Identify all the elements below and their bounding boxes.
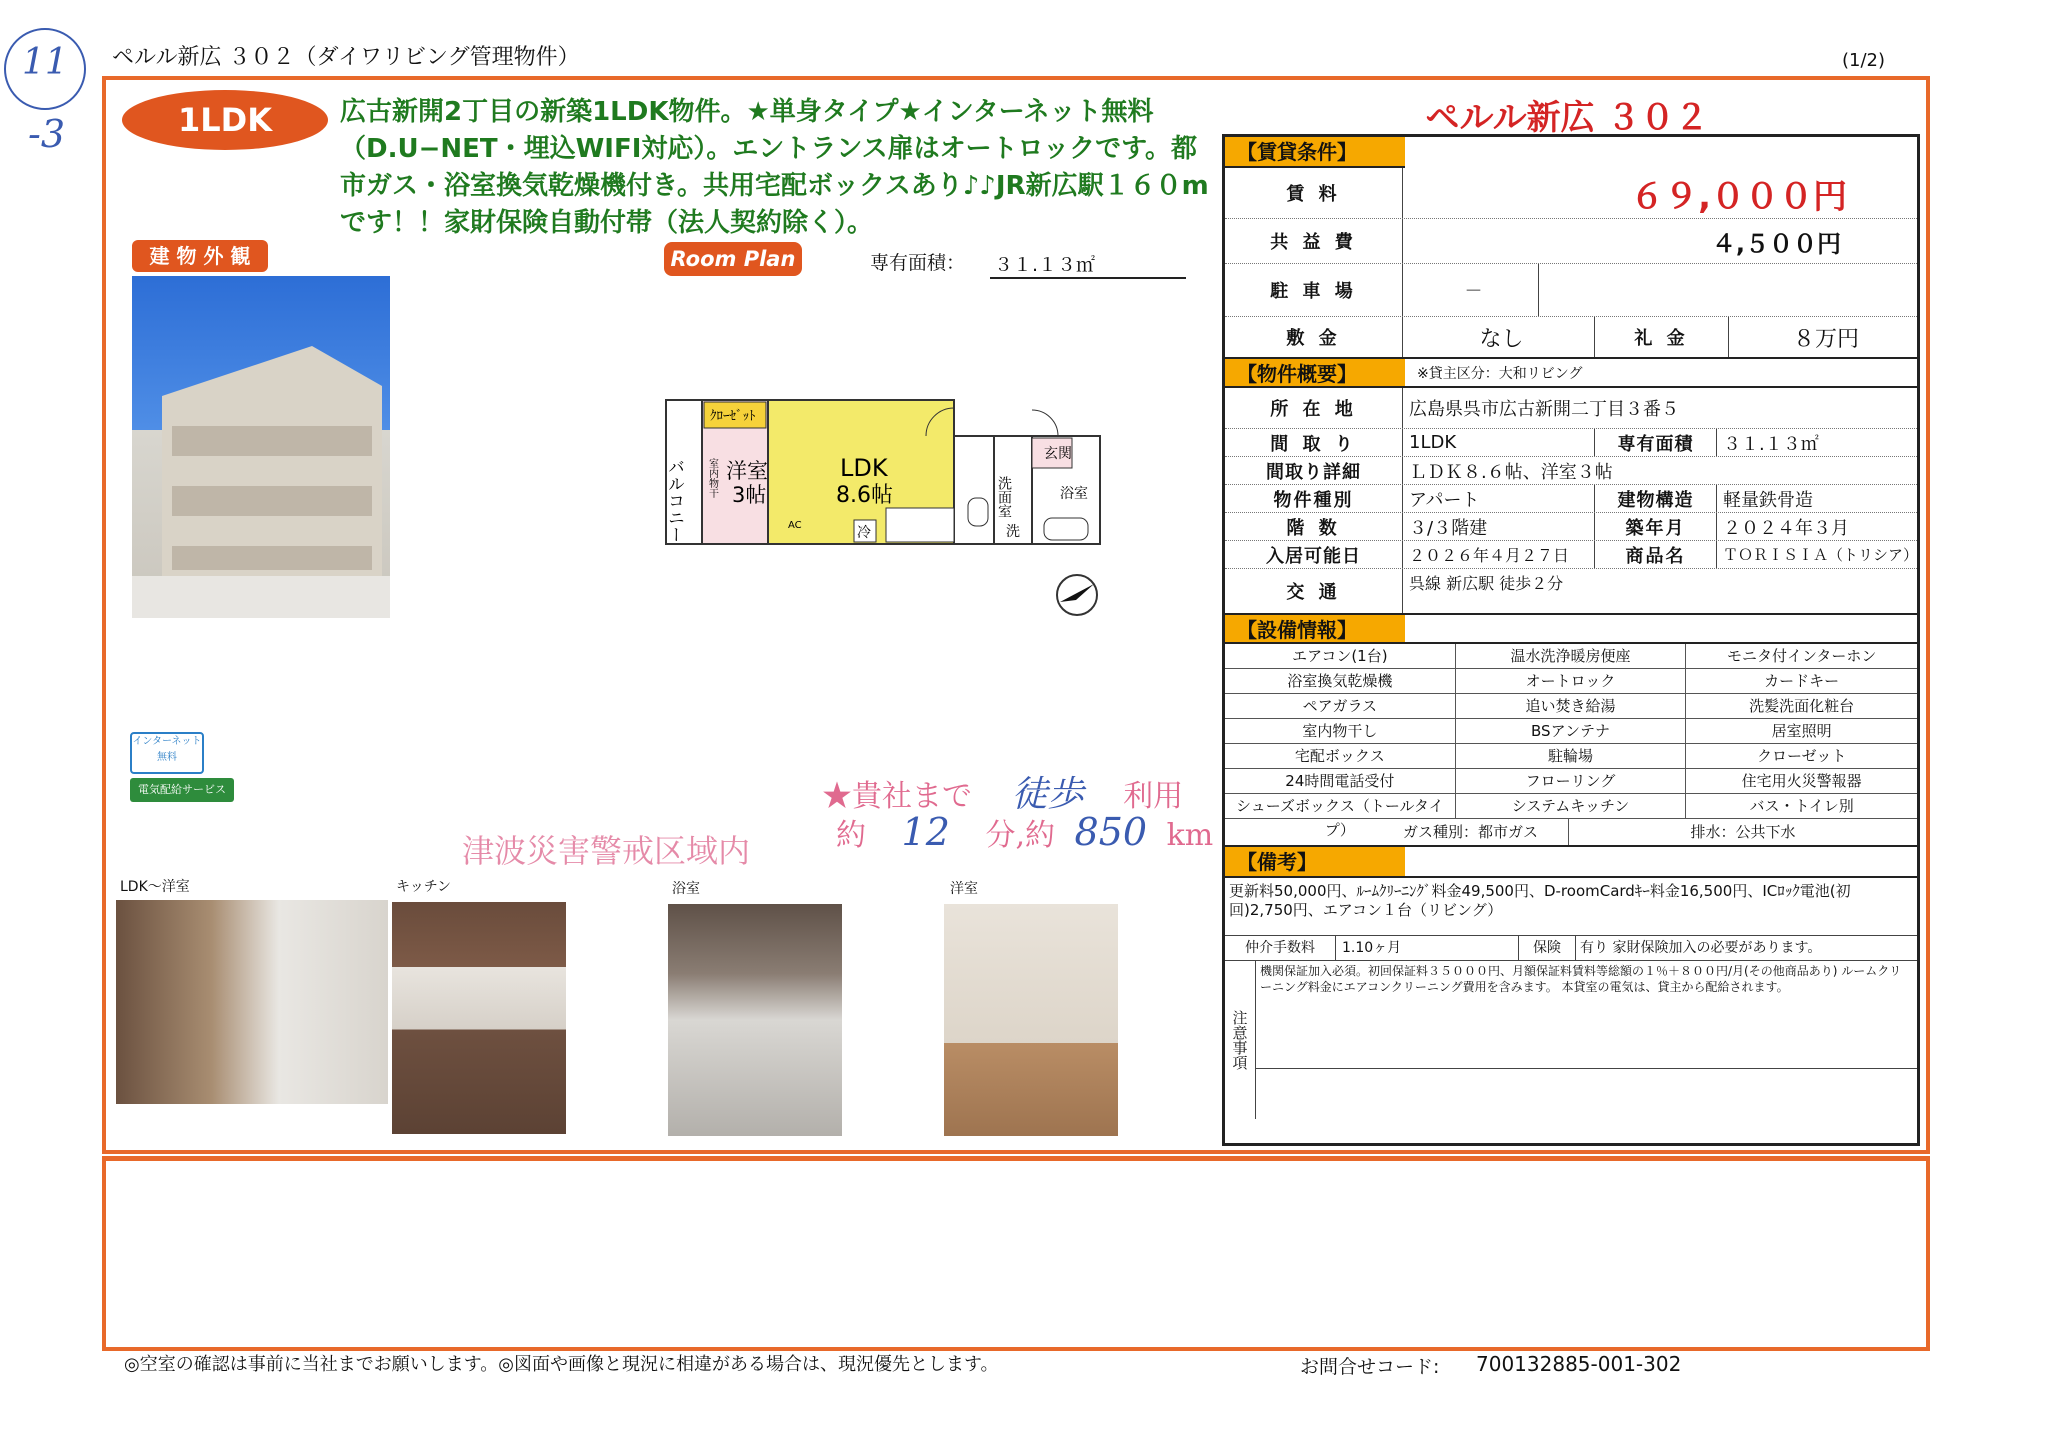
fp-indoor-dry: 室内物干 (706, 458, 718, 498)
equipment-item: 温水洗浄暖房便座 (1456, 644, 1687, 669)
key-money-label: 礼 金 (1595, 317, 1729, 357)
equipment-item: 洗髪洗面化粧台 (1686, 694, 1917, 719)
walk-hand-distance: 850 (1074, 810, 1148, 854)
layout-value: 1LDK (1403, 429, 1595, 456)
address-value: 広島県呉市広古新開二丁目３番５ (1409, 399, 1679, 420)
fp-western-room: 洋室 (726, 459, 768, 483)
layout-label: 間 取 り (1225, 429, 1403, 456)
building-graphic (132, 276, 390, 618)
equipment-item: 室内物干し (1225, 719, 1456, 744)
layout-type-badge: 1LDK (122, 90, 328, 150)
lower-frame (102, 1156, 1930, 1351)
walk-hand-minutes: 12 (901, 810, 950, 854)
type-label: 物件種別 (1225, 485, 1403, 512)
equipment-item: 住宅用火災警報器 (1686, 769, 1917, 794)
walk-hand-method: 徒歩 (1011, 774, 1084, 815)
structure-value: 軽量鉄骨造 (1723, 489, 1813, 511)
area-value: ３１.１３㎡ (990, 250, 1186, 279)
layout-detail-value: ＬＤＫ８.６帖、洋室３帖 (1409, 461, 1613, 483)
remarks-section-head: 【備考】 (1225, 847, 1917, 878)
fp-ldk-size: 8.6帖 (836, 483, 893, 508)
fp-bath: 浴室 (1060, 486, 1088, 502)
equipment-item: オートロック (1456, 669, 1687, 694)
floors-value: ３/３階建 (1403, 513, 1595, 540)
common-fee-value: ４,５００円 (1711, 229, 1841, 258)
floor-plan-drawing (664, 398, 1104, 548)
built-label: 築年月 (1595, 513, 1717, 540)
photo-bath (668, 904, 842, 1136)
inquiry-code: 700132885-001-302 (1476, 1352, 1682, 1376)
fp-ldk: LDK (840, 454, 888, 482)
rental-section-head: 【賃貸条件】 (1225, 137, 1405, 168)
type-value: アパート (1403, 485, 1595, 512)
notes-text: 機関保証加入必須。初回保証料３５０００円、月額保証料賃料等総額の１％＋８００円/月(その他商品あり) ルームクリーニング料金にエアコンクリーニング費用を含みます。 本貸室の電気は、貸主から配給されます。 (1256, 961, 1917, 1069)
brokerage-value: 1.10ヶ月 (1336, 936, 1519, 960)
parking-value: － (1403, 264, 1539, 316)
fp-closet: ｸﾛｰｾﾞｯﾄ (710, 409, 756, 424)
overview-head-label: 【物件概要】 (1237, 362, 1357, 386)
equipment-item: 駐輪場 (1456, 744, 1687, 769)
deposit-value: なし (1403, 317, 1595, 357)
handwritten-id-top: 11 (22, 42, 68, 83)
layout-detail-label: 間取り詳細 (1225, 457, 1403, 484)
tsunami-warning-stamp: 津波災害警戒区域内 (462, 832, 751, 870)
structure-label: 建物構造 (1595, 485, 1717, 512)
key-money-value: ８万円 (1792, 326, 1859, 352)
inquiry-label: お問合せコード: (1300, 1356, 1440, 1378)
deposit-label: 敷 金 (1225, 317, 1403, 357)
electric-service-icon: 電気配給サービス (130, 778, 234, 802)
photo-kitchen (392, 902, 566, 1134)
photo-western (944, 904, 1118, 1136)
transport-value: 呉線 新広駅 徒歩２分 (1409, 574, 1564, 593)
floor-plan (664, 398, 1104, 548)
parking-label: 駐 車 場 (1225, 264, 1403, 316)
handwritten-id-bottom: -3 (28, 112, 66, 156)
equipment-item: ペアガラス (1225, 694, 1456, 719)
walk-about: 約 (836, 818, 866, 853)
insurance-value: 有り 家財保険加入の必要があります。 (1580, 940, 1822, 956)
equipment-item: エアコン(1台) (1225, 644, 1456, 669)
walk-prefix: ★貴社まで (822, 779, 972, 814)
overview-section-head (1225, 357, 1917, 388)
equipment-item: 24時間電話受付 (1225, 769, 1456, 794)
photo-caption-ldk: LDK～洋室 (120, 879, 190, 895)
move-in-label: 入居可能日 (1225, 541, 1403, 568)
equipment-item: 浴室換気乾燥機 (1225, 669, 1456, 694)
property-table (1222, 134, 1920, 1146)
property-name: ペルル新広 ３０２ (1425, 98, 1709, 138)
walk-minutes-about: 分,約 (985, 818, 1055, 853)
fp-balcony: バルコニー (664, 458, 684, 543)
insurance-label: 保険 (1519, 936, 1576, 960)
walk-suffix: 利用 (1123, 779, 1184, 814)
internet-free-icon: インターネット無料 (130, 732, 204, 774)
footer-disclaimer: ◎空室の確認は事前に当社までお願いします。◎図面や画像と現況に相違がある場合は、現況優先とします。 (124, 1354, 999, 1375)
common-fee-label: 共 益 費 (1225, 219, 1403, 263)
address-label: 所 在 地 (1225, 388, 1403, 428)
equipment-item: システムキッチン (1456, 794, 1687, 819)
room-plan-badge: Room Plan (664, 242, 802, 276)
rent-value: ６９,０００円 (1630, 176, 1847, 217)
equipment-item: シューズボックス（トールタイプ） (1225, 794, 1456, 819)
walk-note-line2 (836, 810, 1213, 854)
fp-western-size: 3帖 (732, 483, 767, 507)
fp-ac: AC (788, 520, 802, 531)
photo-ldk (116, 900, 388, 1104)
equipment-item: カードキー (1686, 669, 1917, 694)
page-number: (1/2) (1842, 50, 1886, 71)
fp-wash: 洗 (1006, 524, 1020, 540)
fp-fridge: 冷 (857, 525, 871, 541)
exterior-photo (132, 276, 390, 618)
lessor-note: ※貸主区分：大和リビング (1417, 366, 1583, 382)
fp-entrance: 玄関 (1044, 446, 1072, 462)
equipment-item: BSアンテナ (1456, 719, 1687, 744)
notes-label: 注意事項 (1225, 961, 1256, 1119)
move-in-value: ２０２６年４月２７日 (1403, 541, 1595, 568)
headline-text: 広古新開2丁目の新築1LDK物件。★単身タイプ★インターネット無料（D.U−NET・埋込WIFI対応）。エントランス扉はオートロックです。都市ガス・浴室換気乾燥機付き。共用宅配ボックスあり♪♪JR新広駅１６０mです！！家財保険自動付帯（法人契約除く）。 (340, 97, 1209, 238)
product-label: 商品名 (1595, 541, 1717, 568)
photo-caption-kitchen: キッチン (396, 879, 452, 895)
transport-label: 交 通 (1225, 569, 1403, 613)
equipment-item: バス・トイレ別 (1686, 794, 1917, 819)
brokerage-label: 仲介手数料 (1225, 936, 1336, 960)
area-label-table: 専有面積 (1595, 429, 1717, 456)
photo-caption-western: 洋室 (950, 881, 978, 897)
equipment-section-head: 【設備情報】 (1225, 613, 1917, 644)
drain-type: 排水：公共下水 (1690, 823, 1796, 841)
equipment-item: 居室照明 (1686, 719, 1917, 744)
gas-type: ガス種別：都市ガス (1225, 819, 1569, 845)
product-value: ＴＯＲＩＳＩＡ（トリシア） (1723, 546, 1919, 564)
remarks-text: 更新料50,000円、ﾙｰﾑｸﾘｰﾆﾝｸﾞ料金49,500円、D-roomCardｷｰ料金16,500円、ICﾛｯｸ電池(初回)2,750円、エアコン１台（リビング） (1225, 878, 1917, 936)
photo-caption-bath: 浴室 (672, 881, 700, 897)
equipment-item: 宅配ボックス (1225, 744, 1456, 769)
compass-icon (1054, 572, 1100, 618)
header-title: ペルル新広 ３０２（ダイワリビング管理物件） (112, 45, 580, 70)
equipment-item: 追い焚き給湯 (1456, 694, 1687, 719)
floors-label: 階 数 (1225, 513, 1403, 540)
exterior-badge: 建 物 外 観 (132, 240, 268, 272)
equipment-item: クローゼット (1686, 744, 1917, 769)
built-value: ２０２４年３月 (1723, 517, 1849, 539)
fp-washroom: 洗面室 (996, 476, 1012, 518)
walk-unit: km (1166, 818, 1214, 853)
area-label: 専有面積： (870, 252, 966, 274)
equipment-item: フローリング (1456, 769, 1687, 794)
rent-label: 賃 料 (1225, 168, 1403, 218)
equipment-item: モニタ付インターホン (1686, 644, 1917, 669)
area-value-table: ３１.１３㎡ (1723, 433, 1819, 455)
